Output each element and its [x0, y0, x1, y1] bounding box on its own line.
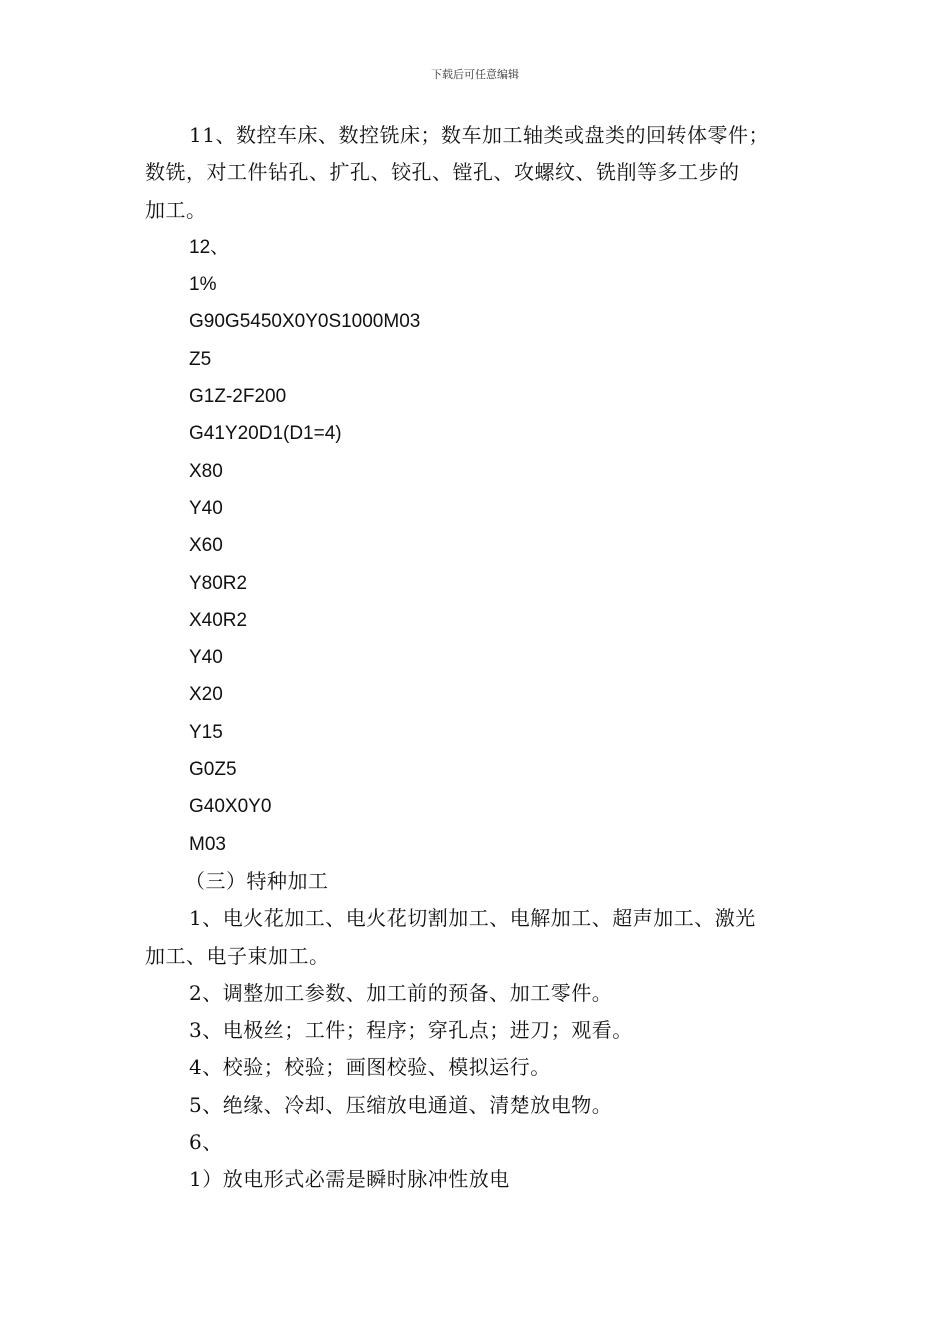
header-note: 下载后可任意编辑 — [431, 68, 519, 81]
nc-program-line: 1% — [189, 274, 217, 296]
paragraph-11-line-1: 11、数控车床、数控铣床；数车加工轴类或盘类的回转体零件； — [189, 123, 769, 147]
nc-program — [145, 266, 815, 863]
nc-program-line: Y40 — [189, 647, 223, 669]
section-item-6: 6、 — [189, 1130, 223, 1155]
nc-program-line: Y40 — [189, 497, 223, 519]
section-item-1-line-1: 1、电火花加工、电火花切割加工、电解加工、超声加工、激光 — [189, 906, 756, 931]
nc-program-line: G1Z-2F200 — [189, 386, 287, 408]
document-body — [145, 117, 815, 1199]
nc-program-line: X80 — [189, 460, 223, 482]
section-item-3: 3、电极丝；工件；程序；穿孔点；进刀；观看。 — [189, 1018, 633, 1043]
nc-program-line: X40R2 — [189, 609, 248, 631]
nc-program-line: Y80R2 — [189, 572, 248, 594]
nc-program-line: G40X0Y0 — [189, 796, 272, 818]
section-item-5: 5、绝缘、冷却、压缩放电通道、清楚放电物。 — [189, 1092, 613, 1117]
item-12-label: 12、 — [189, 236, 230, 258]
section-heading: （三）特种加工 — [185, 868, 329, 893]
paragraph-11-line-3: 加工。 — [145, 197, 207, 222]
paragraph-11-line-2: 数铣，对工件钻孔、扩孔、铰孔、镗孔、攻螺纹、铣削等多工步的 — [145, 160, 740, 185]
nc-program-line: G0Z5 — [189, 759, 237, 781]
section-item-1-line-2: 加工、电子束加工。 — [145, 943, 330, 968]
nc-program-line: Z5 — [189, 348, 212, 370]
section-item-2: 2、调整加工参数、加工前的预备、加工零件。 — [189, 980, 613, 1005]
nc-program-line: M03 — [189, 833, 226, 855]
nc-program-line: G41Y20D1(D1=4) — [189, 423, 342, 445]
nc-program-line: Y15 — [189, 721, 223, 743]
section-item-6-sub-1: 1）放电形式必需是瞬时脉冲性放电 — [189, 1167, 510, 1192]
nc-program-line: X60 — [189, 535, 223, 557]
nc-program-line: X20 — [189, 684, 223, 706]
section-item-4: 4、校验；校验；画图校验、模拟运行。 — [189, 1055, 551, 1080]
nc-program-line: G90G5450X0Y0S1000M03 — [189, 311, 421, 333]
